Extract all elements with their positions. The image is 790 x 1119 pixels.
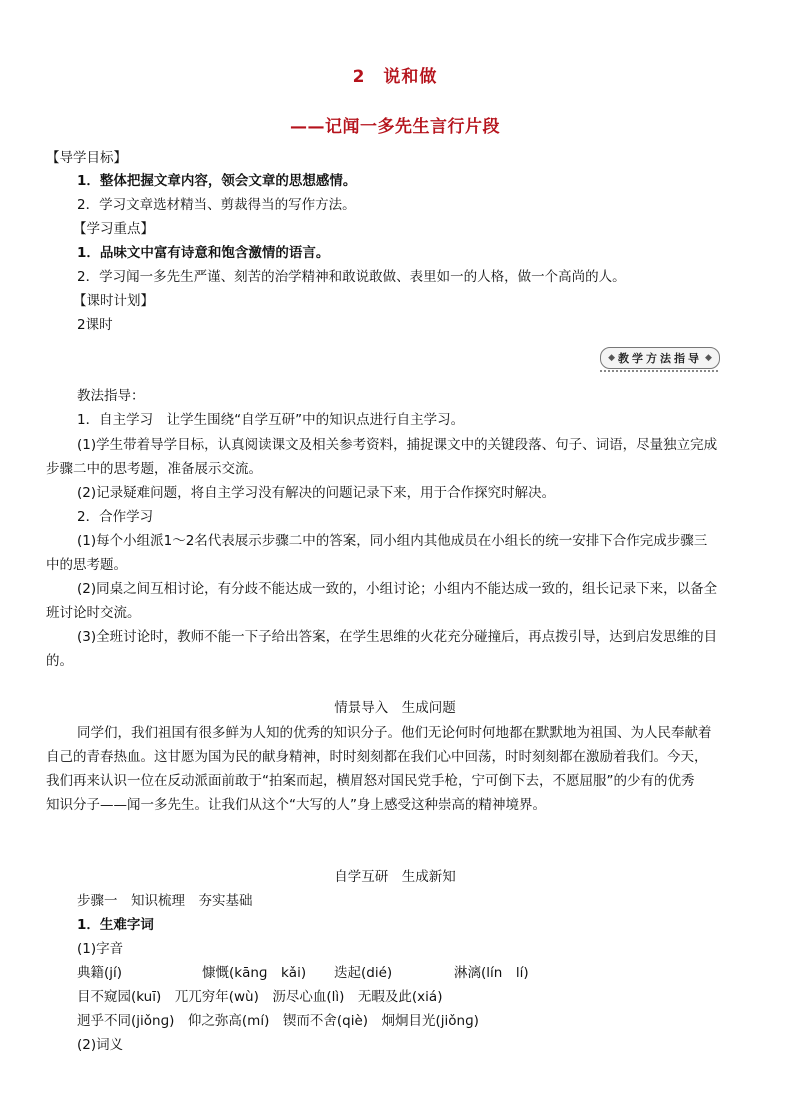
focus-item: 2．学习闻一多先生严谨、刻苦的治学精神和敢说敢做、表里如一的人格，做一个高尚的人。 bbox=[77, 269, 626, 285]
lesson-subtitle: ——记闻一多先生言行片段 bbox=[290, 117, 500, 137]
method-line: (1)学生带着导学目标，认真阅读课文及相关参考资料，捕捉课文中的关键段落、句子、词语，尽量独立完成 bbox=[77, 437, 718, 453]
method-line: (3)全班讨论时，教师不能一下子给出答案，在学生思维的火花充分碰撞后，再点拨引导，达到启发思维的目 bbox=[77, 629, 718, 645]
method-line: 中的思考题。 bbox=[46, 557, 127, 573]
vocab-item: 慷慨(kānɡ kǎi) bbox=[202, 965, 307, 981]
vocab-row: 目不窥园(kuī) 兀兀穷年(wù) 沥尽心血(lì) 无暇及此(xiá) bbox=[77, 989, 443, 1005]
method-guide-badge bbox=[600, 347, 720, 369]
plan-heading: 【课时计划】 bbox=[73, 293, 154, 309]
vocab-row: 迥乎不同(jiǒnɡ) 仰之弥高(mí) 锲而不舍(qiè) 炯炯目光(jiǒnɡ) bbox=[77, 1013, 479, 1029]
method-line: (2)同桌之间互相讨论，有分歧不能达成一致的，小组讨论；小组内不能达成一致的，组长记录下来，以备全 bbox=[77, 581, 718, 597]
study-sub-heading: 1．生难字词 bbox=[77, 917, 154, 933]
lesson-title: 2 说和做 bbox=[352, 67, 438, 87]
method-line: 班讨论时交流。 bbox=[46, 605, 141, 621]
badge-ornament-icon: ◆ bbox=[705, 353, 712, 363]
method-line: 步骤二中的思考题，准备展示交流。 bbox=[46, 461, 262, 477]
objectives-heading: 【导学目标】 bbox=[46, 150, 127, 166]
objective-item: 2．学习文章选材精当、剪裁得当的写作方法。 bbox=[77, 197, 356, 213]
badge-ornament-icon: ◆ bbox=[608, 353, 615, 363]
intro-line: 我们再来认识一位在反动派面前敢于“拍案而起，横眉怒对国民党手枪，宁可倒下去，不愿屈服”的少有的优秀 bbox=[46, 773, 695, 789]
intro-line: 同学们，我们祖国有很多鲜为人知的优秀的知识分子。他们无论何时何地都在默默地为祖国、为人民奉献着 bbox=[77, 725, 712, 741]
method-heading: 教法指导： bbox=[77, 388, 145, 404]
study-heading: 自学互研 生成新知 bbox=[334, 869, 456, 885]
focus-item: 1．品味文中富有诗意和饱含激情的语言。 bbox=[77, 245, 330, 261]
objective-item: 1．整体把握文章内容，领会文章的思想感情。 bbox=[77, 173, 357, 189]
vocab-item: 典籍(jí) bbox=[77, 965, 123, 981]
focus-heading: 【学习重点】 bbox=[73, 221, 154, 237]
intro-line: 自己的青春热血。这甘愿为国为民的献身精神，时时刻刻都在我们心中回荡，时时刻刻都在激励着我们。今天， bbox=[46, 749, 708, 765]
vocab-item: 迭起(dié) bbox=[334, 965, 393, 981]
study-sub-heading: (2)词义 bbox=[77, 1037, 124, 1053]
study-step: 步骤一 知识梳理 夯实基础 bbox=[77, 893, 253, 909]
intro-line: 知识分子——闻一多先生。让我们从这个“大写的人”身上感受这种崇高的精神境界。 bbox=[46, 797, 546, 813]
method-line: (2)记录疑难问题，将自主学习没有解决的问题记录下来，用于合作探究时解决。 bbox=[77, 485, 556, 501]
study-sub-heading: (1)字音 bbox=[77, 941, 124, 957]
plan-text: 2课时 bbox=[77, 317, 113, 333]
method-line: (1)每个小组派1～2名代表展示步骤二中的答案，同小组内其他成员在小组长的统一安排下合作完成步骤三 bbox=[77, 533, 708, 549]
vocab-item: 淋漓(lín lí) bbox=[454, 965, 529, 981]
method-line: 的。 bbox=[46, 653, 73, 669]
method-line: 1．自主学习 让学生围绕“自学互研”中的知识点进行自主学习。 bbox=[77, 412, 465, 428]
badge-underline bbox=[600, 370, 718, 372]
intro-heading: 情景导入 生成问题 bbox=[334, 700, 456, 716]
badge-label: 教学方法指导 bbox=[618, 352, 702, 365]
method-line: 2．合作学习 bbox=[77, 509, 154, 525]
